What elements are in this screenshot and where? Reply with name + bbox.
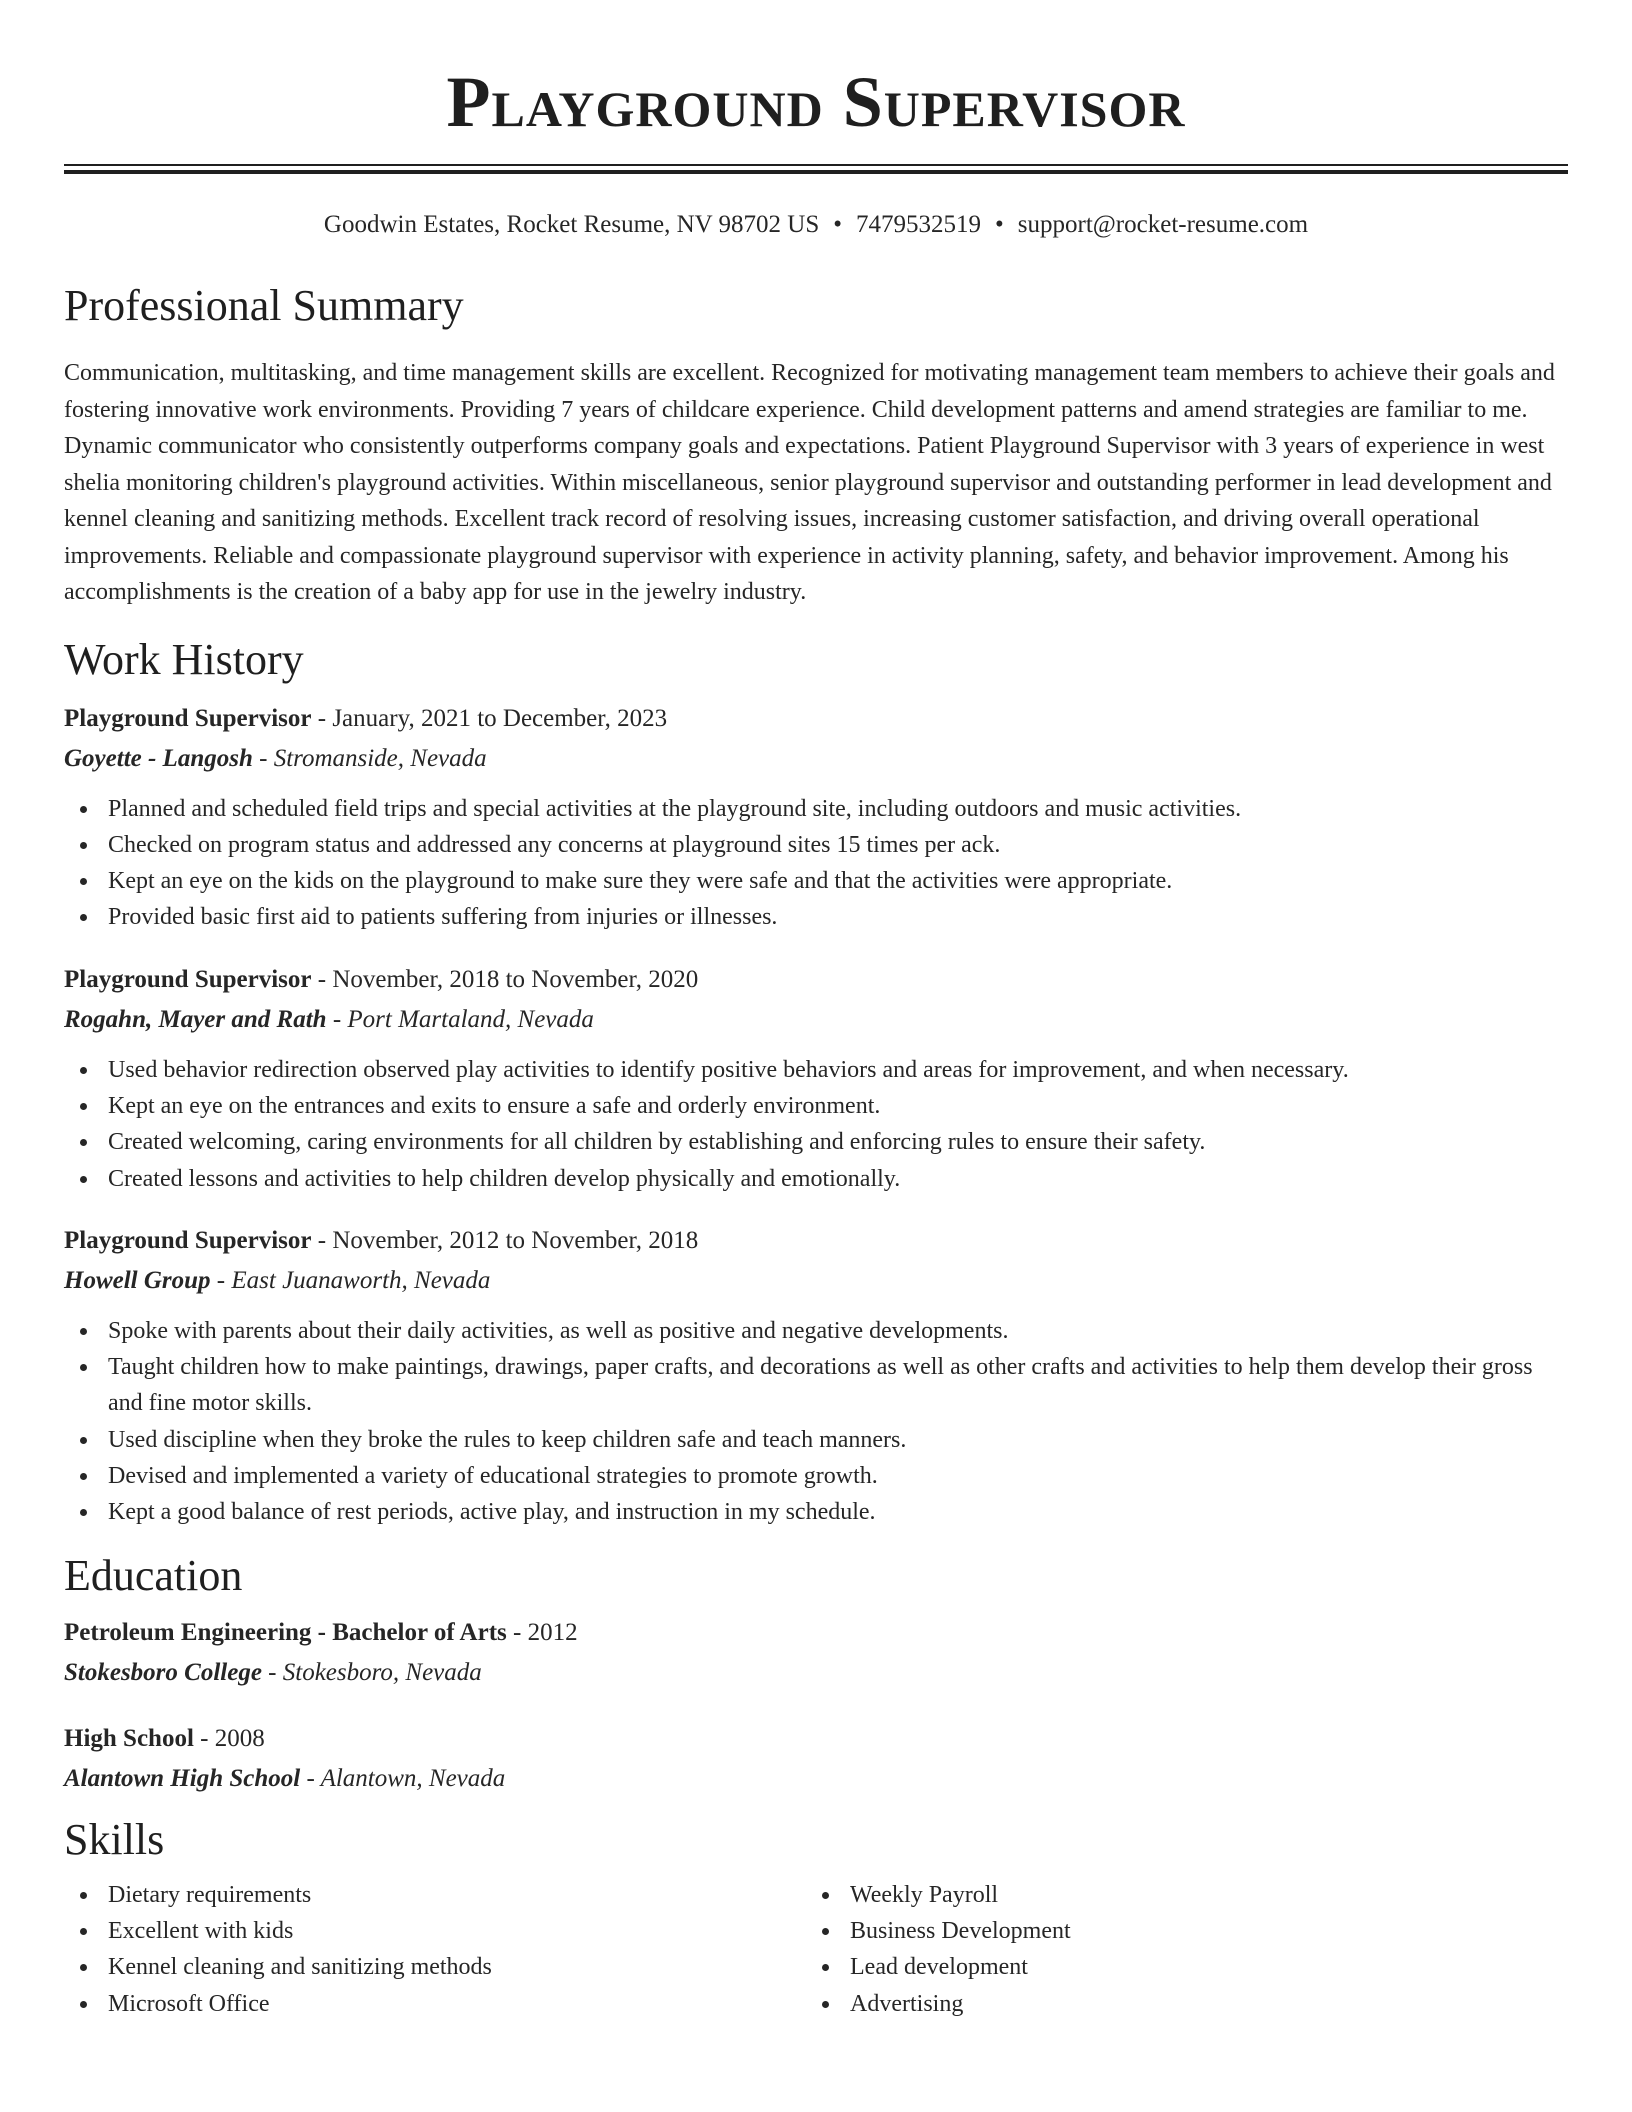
job-bullets [64, 1313, 1568, 1531]
education-title-line [64, 1615, 1568, 1651]
job-dates: - November, 2018 to November, 2020 [317, 965, 699, 993]
job-entry [64, 701, 1568, 936]
job-dates: - November, 2012 to November, 2018 [317, 1226, 699, 1254]
job-company: Howell Group [64, 1266, 211, 1294]
list-item: Provided basic first aid to patients suffering from injuries or illnesses. [64, 899, 1568, 935]
skill-item: Business Development [806, 1913, 1548, 1949]
list-item: Checked on program status and addressed any concerns at playground sites 15 times per ack. [64, 827, 1568, 863]
skills-columns [64, 1877, 1568, 2022]
education-title-line [64, 1721, 1568, 1757]
job-title-line [64, 962, 1568, 998]
list-item: Kept a good balance of rest periods, active play, and instruction in my schedule. [64, 1494, 1568, 1530]
title-divider [64, 164, 1568, 174]
contact-line [64, 208, 1568, 242]
education-school-line [64, 1761, 1568, 1797]
contact-address: Goodwin Estates, Rocket Resume, NV 98702 US [323, 211, 820, 238]
education-school: Alantown High School [64, 1764, 301, 1792]
summary-text: Communication, multitasking, and time management skills are excellent. Recognized for motivating management team members to achieve their goals and fostering innovative work environments. Providing 7 years of childcare experience. Child development patterns and amend strategies are familiar to me. Dynamic communicator who consistently outperforms company goals and expectations. Patient Playground Supervisor with 3 years of experience in west shelia monitoring children's playground activities. Within miscellaneous, senior playground supervisor and outstanding performer in lead development and kennel cleaning and sanitizing methods. Excellent track record of resolving issues, increasing customer satisfaction, and driving overall operational improvements. Reliable and compassionate playground supervisor with experience in activity planning, safety, and behavior improvement. Among his accomplishments is the creation of a baby app for use in the jewelry industry. [64, 360, 1555, 605]
education-school: Stokesboro College [64, 1658, 262, 1686]
skills-list-right [806, 1877, 1548, 2022]
education-year: - 2012 [513, 1618, 578, 1646]
list-item: Created welcoming, caring environments for all children by establishing and enforcing rules to ensure their safety. [64, 1124, 1568, 1160]
job-entry [64, 962, 1568, 1197]
job-company: Rogahn, Mayer and Rath [64, 1005, 327, 1033]
work-history-heading: Work History [64, 634, 304, 684]
job-title-line [64, 1223, 1568, 1259]
skills-list-left [64, 1877, 806, 2022]
education-location: - Alantown, Nevada [306, 1764, 506, 1792]
job-location: - Stromanside, Nevada [259, 744, 487, 772]
summary-heading: Professional Summary [64, 281, 464, 330]
education-entry [64, 1615, 1568, 1691]
education-heading: Education [64, 1550, 243, 1600]
list-item: Created lessons and activities to help children develop physically and emotionally. [64, 1161, 1568, 1197]
job-bullets [64, 1052, 1568, 1197]
job-role: Playground Supervisor [64, 704, 312, 732]
job-company-line [64, 1002, 1568, 1038]
list-item: Used discipline when they broke the rules to keep children safe and teach manners. [64, 1422, 1568, 1458]
job-company-line [64, 741, 1568, 777]
list-item: Devised and implemented a variety of educational strategies to promote growth. [64, 1458, 1568, 1494]
skill-item: Microsoft Office [64, 1986, 806, 2022]
education-location: - Stokesboro, Nevada [268, 1658, 482, 1686]
job-role: Playground Supervisor [64, 965, 312, 993]
skill-item: Advertising [806, 1986, 1548, 2022]
job-role: Playground Supervisor [64, 1226, 312, 1254]
skills-heading: Skills [64, 1814, 165, 1864]
education-school-line [64, 1655, 1568, 1691]
skill-item: Kennel cleaning and sanitizing methods [64, 1949, 806, 1985]
job-location: - East Juanaworth, Nevada [216, 1266, 491, 1294]
list-item: Spoke with parents about their daily activities, as well as positive and negative developments. [64, 1313, 1568, 1349]
list-item: Planned and scheduled field trips and special activities at the playground site, including outdoors and music activities. [64, 791, 1568, 827]
list-item: Kept an eye on the entrances and exits to ensure a safe and orderly environment. [64, 1088, 1568, 1124]
job-company-line [64, 1263, 1568, 1299]
job-bullets [64, 791, 1568, 936]
job-title-line [64, 701, 1568, 737]
skill-item: Excellent with kids [64, 1913, 806, 1949]
list-item: Taught children how to make paintings, drawings, paper crafts, and decorations as well as other crafts and activities to help them develop their gross and fine motor skills. [64, 1349, 1568, 1422]
list-item: Kept an eye on the kids on the playground to make sure they were safe and that the activities were appropriate. [64, 863, 1568, 899]
education-entry [64, 1721, 1568, 1797]
list-item: Used behavior redirection observed play activities to identify positive behaviors and areas for improvement, and when necessary. [64, 1052, 1568, 1088]
education-degree: High School [64, 1724, 194, 1752]
skill-item: Dietary requirements [64, 1877, 806, 1913]
education-year: - 2008 [200, 1724, 265, 1752]
skill-item: Lead development [806, 1949, 1548, 1985]
job-dates: - January, 2021 to December, 2023 [317, 704, 668, 732]
bullet-separator: • [833, 211, 843, 238]
contact-email: support@rocket-resume.com [1017, 211, 1309, 238]
job-entry [64, 1223, 1568, 1531]
job-location: - Port Martaland, Nevada [332, 1005, 594, 1033]
skill-item: Weekly Payroll [806, 1877, 1548, 1913]
education-degree: Petroleum Engineering - Bachelor of Arts [64, 1618, 507, 1646]
contact-phone: 7479532519 [856, 211, 982, 238]
job-company: Goyette - Langosh [64, 744, 253, 772]
resume-title: Playground Supervisor [446, 62, 1186, 142]
bullet-separator: • [995, 211, 1004, 238]
